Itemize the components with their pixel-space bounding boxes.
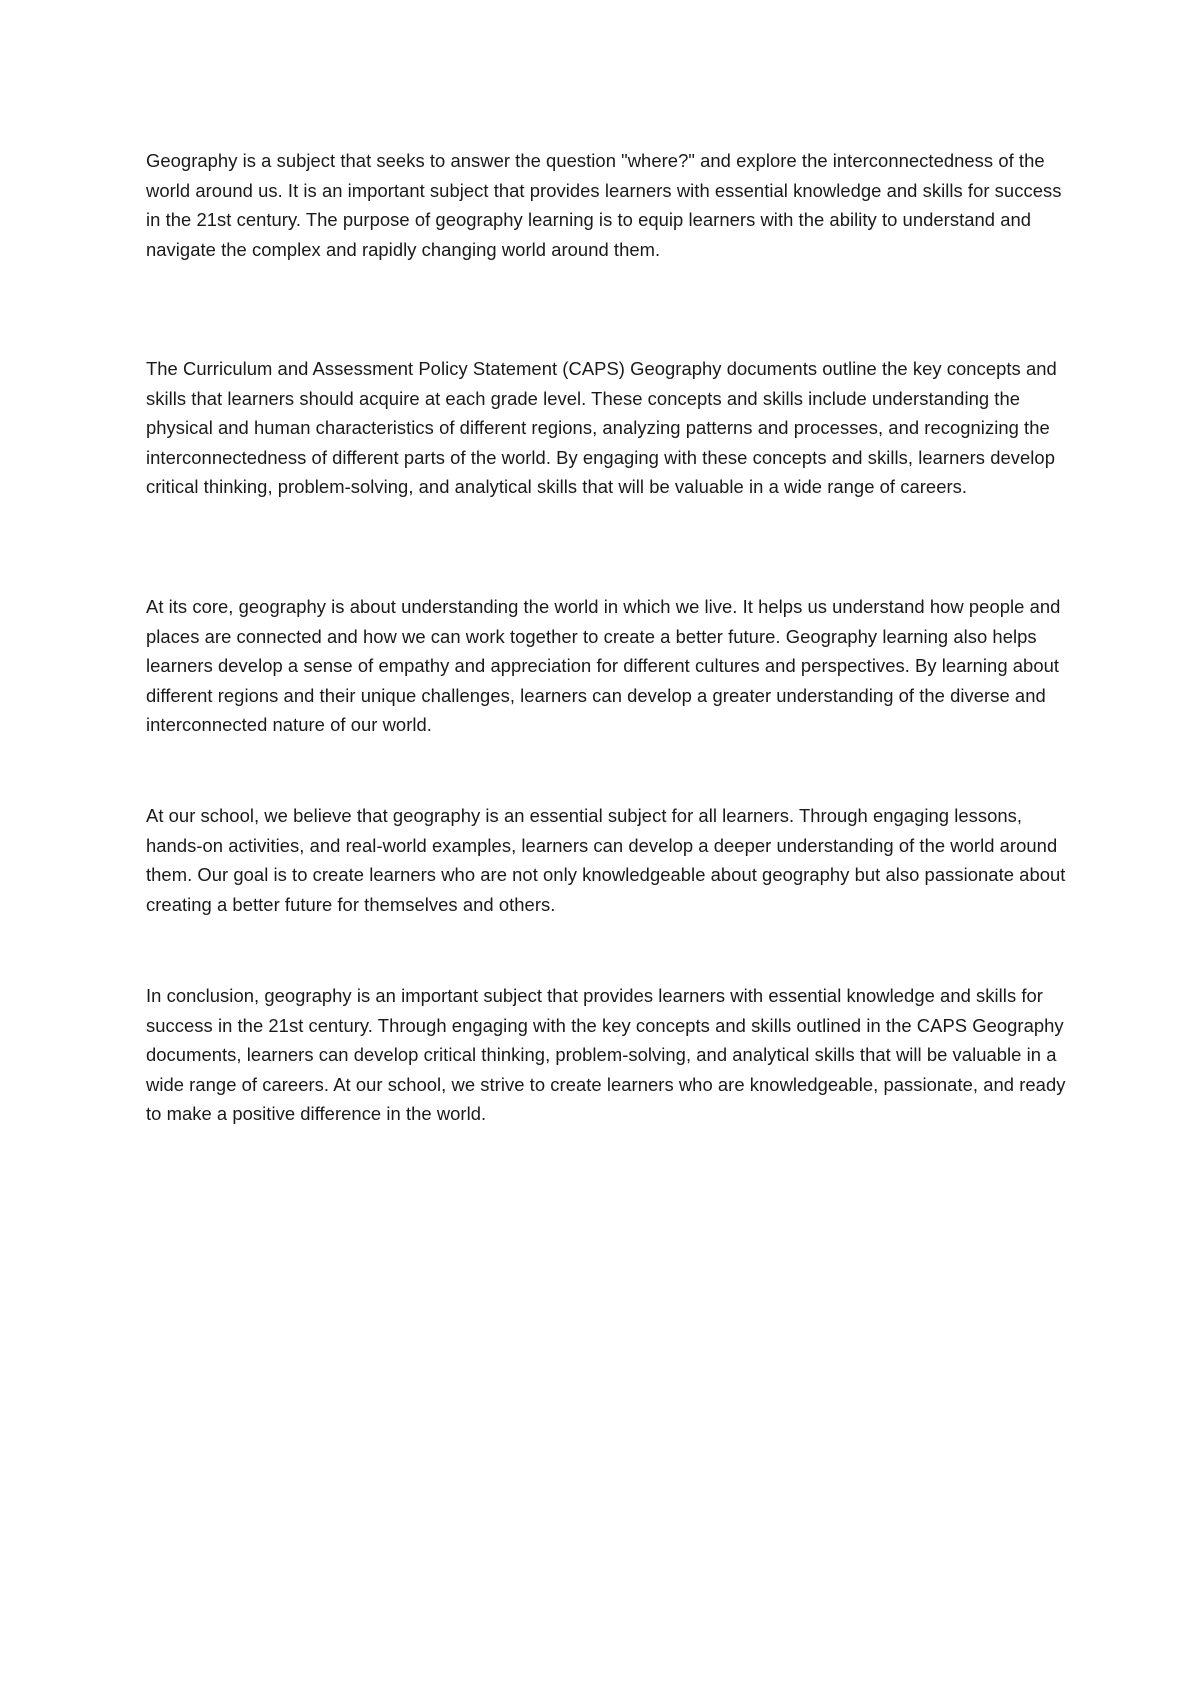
paragraph-caps-curriculum: The Curriculum and Assessment Policy Statement (CAPS) Geography documents outline the key concepts and skills that learners should acquire at each grade level. These concepts and skills include understanding the physical and human characteristics of different regions, analyzing patterns and processes, and recognizing the interconnectedness of different parts of the world. By engaging with these concepts and skills, learners develop critical thinking, problem-solving, and analytical skills that will be valuable in a wide range of careers. bbox=[146, 358, 1057, 497]
paragraph-intro: Geography is a subject that seeks to answer the question "where?" and explore the interconnectedness of the world around us. It is an important subject that provides learners with essential knowledge and skills for success in the 21st century. The purpose of geography learning is to equip learners with the ability to understand and navigate the complex and rapidly changing world around them. bbox=[146, 150, 1062, 260]
paragraph-school-belief: At our school, we believe that geography is an essential subject for all learners. Through engaging lessons, hands-on activities, and real-world examples, learners can develop a deeper understanding of the world around them. Our goal is to create learners who are not only knowledgeable about geography but also passionate about creating a better future for themselves and others. bbox=[146, 805, 1066, 915]
paragraph-conclusion: In conclusion, geography is an important subject that provides learners with essential knowledge and skills for success in the 21st century. Through engaging with the key concepts and skills outlined in the CAPS Geography documents, learners can develop critical thinking, problem-solving, and analytical skills that will be valuable in a wide range of careers. At our school, we strive to create learners who are knowledgeable, passionate, and ready to make a positive difference in the world. bbox=[146, 985, 1066, 1124]
paragraph-core-purpose: At its core, geography is about understanding the world in which we live. It helps us understand how people and places are connected and how we can work together to create a better future. Geography learning also helps learners develop a sense of empathy and appreciation for different cultures and perspectives. By learning about different regions and their unique challenges, learners can develop a greater understanding of the diverse and interconnected nature of our world. bbox=[146, 596, 1061, 735]
